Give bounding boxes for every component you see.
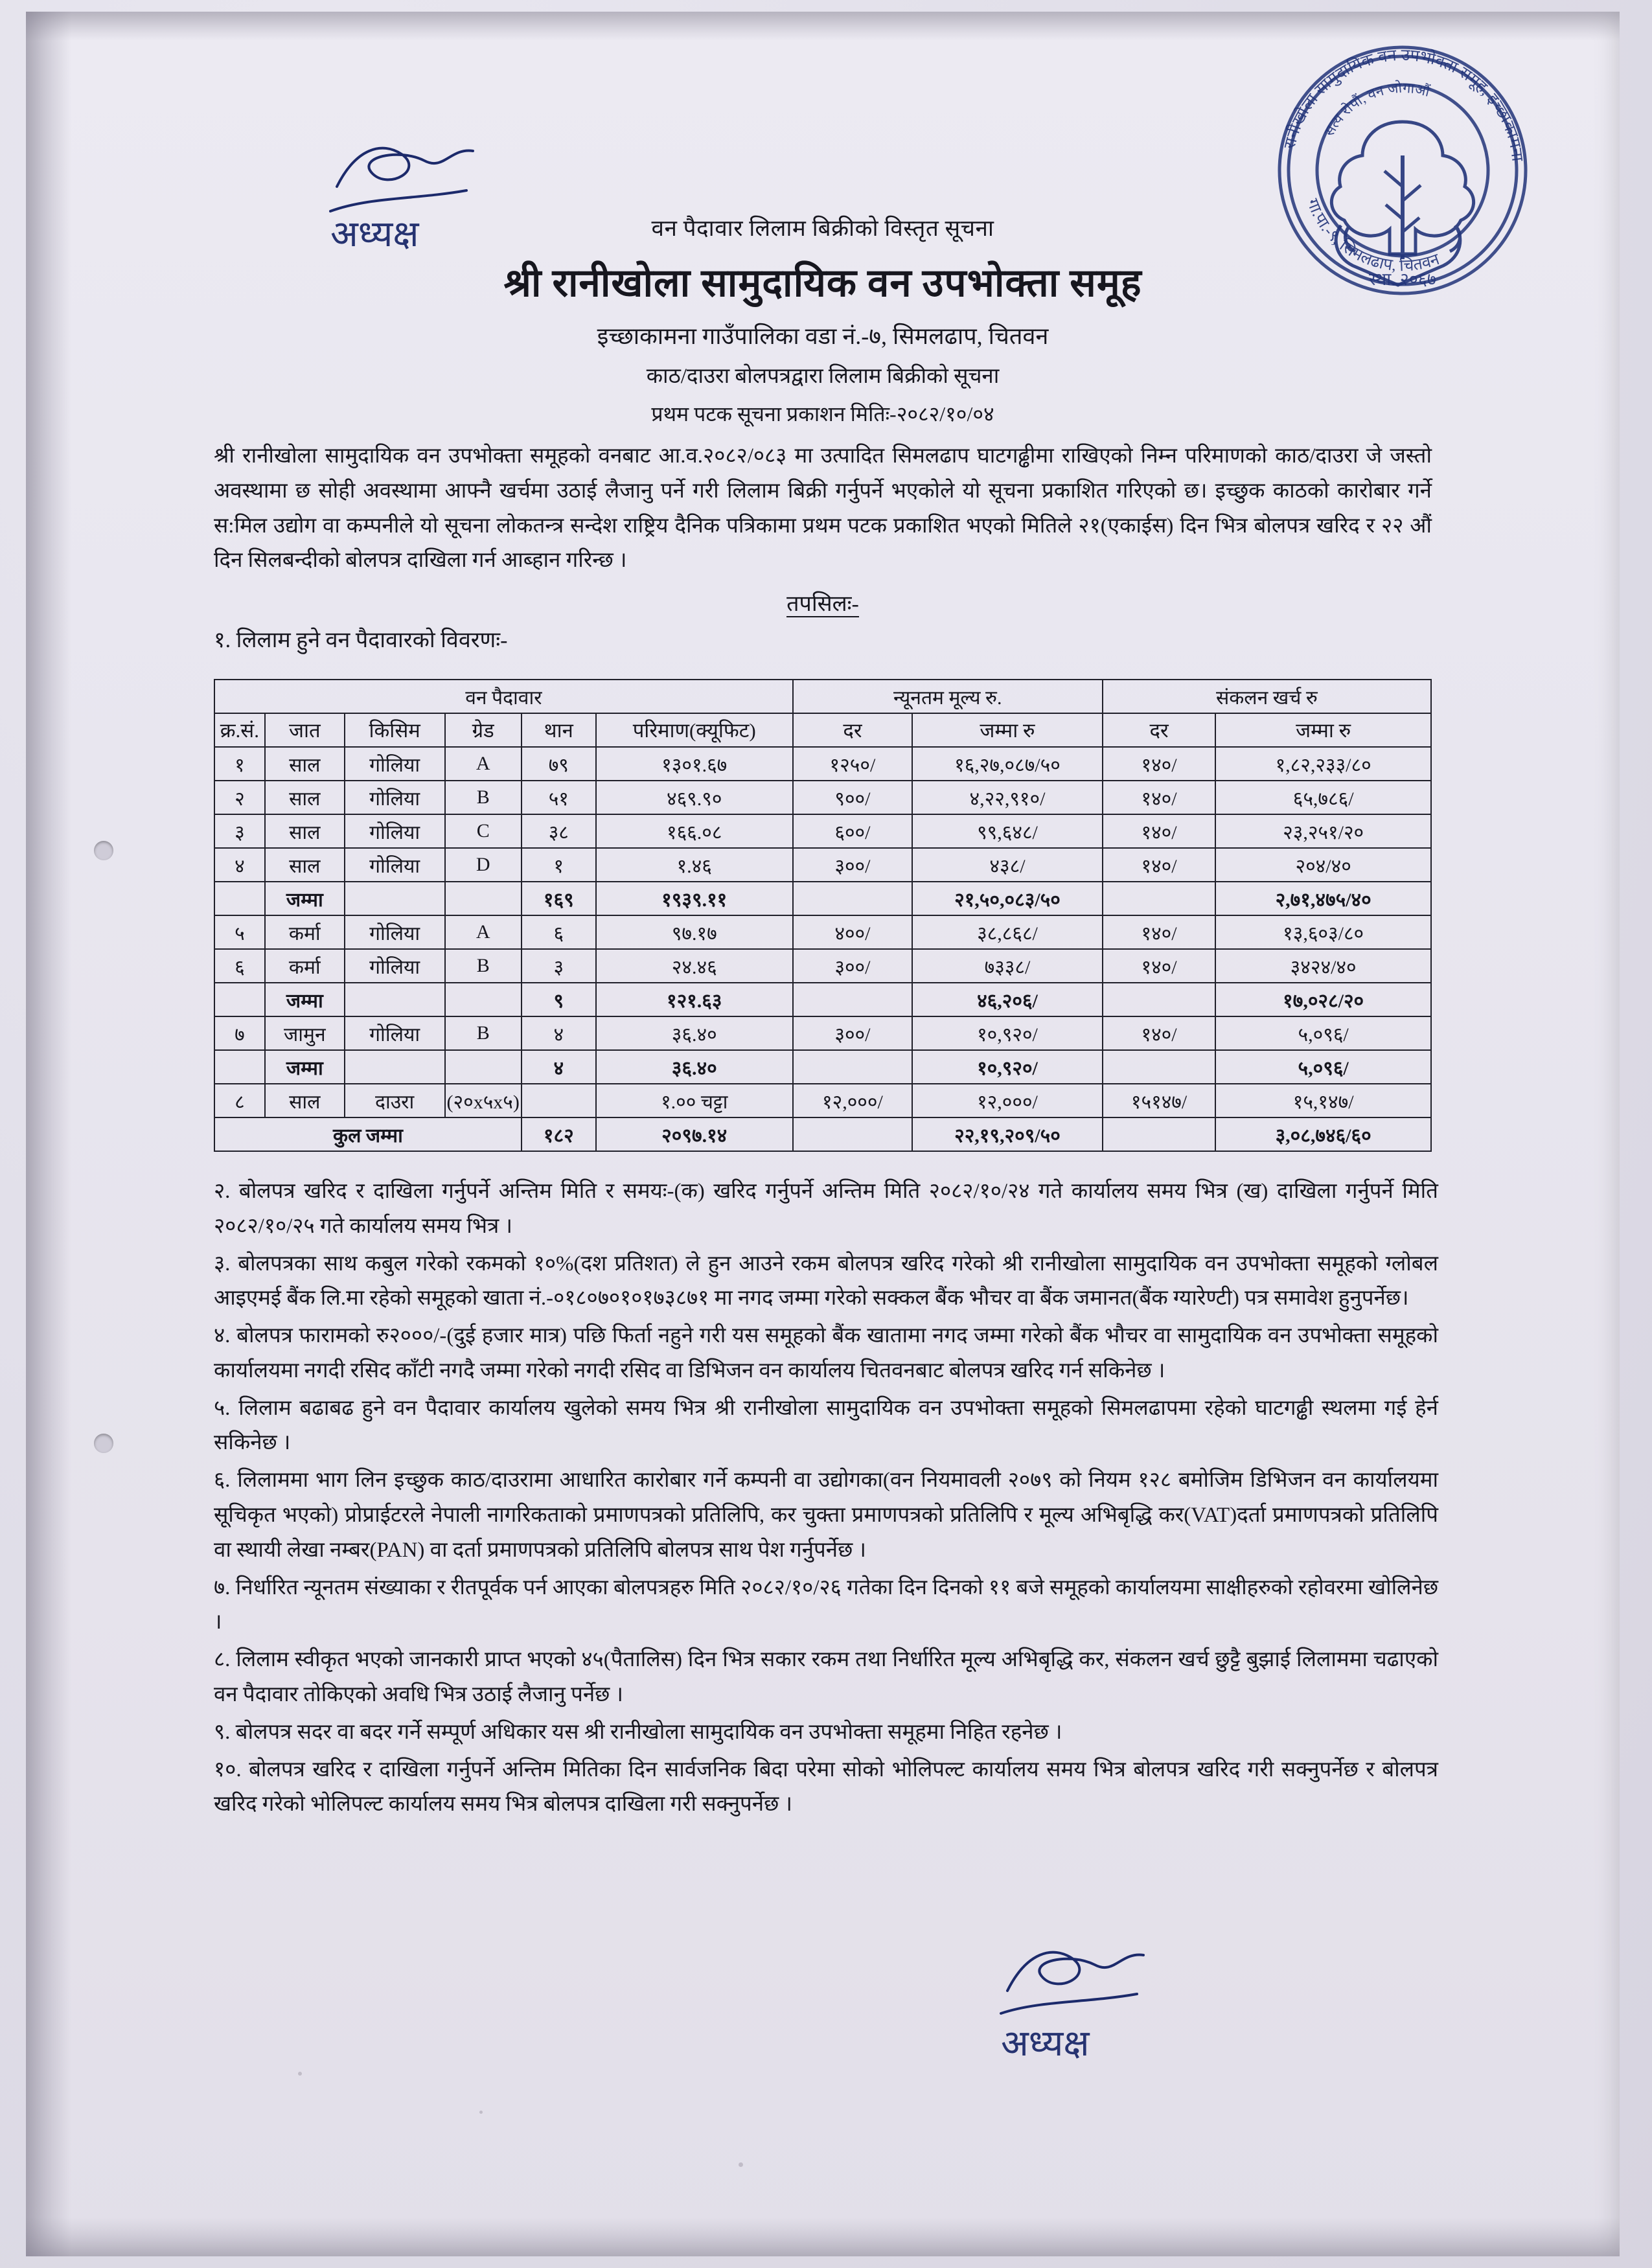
cell-total: १६,२७,०८७/५० [912, 747, 1103, 781]
cell-grade [445, 882, 522, 915]
cell-grand-total-quantity: २०९७.१४ [596, 1117, 793, 1151]
svg-text:गा.पा.-९, सिमलढाप, चितवन: गा.पा.-९, सिमलढाप, चितवन [1303, 196, 1442, 275]
cell-quantity: २४.४६ [596, 949, 793, 983]
cell-grand-total-collection: ३,०८,७४६/६० [1215, 1117, 1431, 1151]
cell-total-collection: ३४२४/४० [1215, 949, 1431, 983]
cell-rate: ३००/ [793, 848, 912, 882]
table-group-header-row [214, 680, 1431, 713]
table-subtotal-row [214, 882, 1431, 915]
cell-rate-collection: १४०/ [1103, 747, 1215, 781]
cell-total-collection: ५,०९६/ [1215, 1016, 1431, 1050]
cell-total: ४३८/ [912, 848, 1103, 882]
cell-species: जामुन [265, 1016, 345, 1050]
cell-quantity: १.४६ [596, 848, 793, 882]
auction-table-wrapper [214, 679, 1432, 1152]
table-column-header-row [214, 713, 1431, 747]
table-row [214, 1084, 1431, 1117]
cell-type: गोलिया [345, 949, 445, 983]
paper-speck [479, 2111, 483, 2114]
cell-grade: D [445, 848, 522, 882]
cell-species: साल [265, 814, 345, 848]
cell-rate-collection: १४०/ [1103, 1016, 1215, 1050]
cell-rate: १२५०/ [793, 747, 912, 781]
document-content [26, 12, 1620, 2256]
cell-grade: B [445, 949, 522, 983]
col-sn: क्र.सं. [214, 713, 265, 747]
cell-pieces: ६ [522, 915, 596, 949]
cell-sn [214, 882, 265, 915]
auction-table [214, 679, 1432, 1152]
col-total: जम्मा रु [912, 713, 1103, 747]
cell-type: गोलिया [345, 781, 445, 814]
cell-subtotal-label: जम्मा [265, 983, 345, 1016]
table-row [214, 814, 1431, 848]
clause-8: ८. लिलाम स्वीकृत भएको जानकारी प्राप्त भएको ४५(पैतालिस) दिन भित्र सकार रकम तथा निर्धारित मूल्य अभिबृद्धि कर, संकलन खर्च छुट्टै बुझाई लिलाममा चढाएको वन पैदावार तोकिएको अवधि भित्र उठाई लैजानु पर्नेछ । [214, 1648, 1438, 1706]
cell-type: गोलिया [345, 814, 445, 848]
cell-pieces: १६९ [522, 882, 596, 915]
clause-7: ७. निर्धारित न्यूनतम संख्याका र रीतपूर्वक पर्न आएका बोलपत्रहरु मिति २०८२/१०/२६ गतेका दिन दिनको ११ बजे समूहको कार्यालयमा साक्षीहरुको रहोवरमा खोलिनेछ । [214, 1575, 1438, 1634]
col-species: जात [265, 713, 345, 747]
clause-9: ९. बोलपत्र सदर वा बदर गर्ने सम्पूर्ण अधिकार यस श्री रानीखोला सामुदायिक वन उपभोक्ता समूहमा निहित रहनेछ । [214, 1720, 1062, 1744]
cell-sn: ४ [214, 848, 265, 882]
clauses-block [214, 1174, 1438, 1825]
cell-rate-collection: १४०/ [1103, 915, 1215, 949]
clause-5: ५. लिलाम बढाबढ हुने वन पैदावार कार्यालय खुलेको समय भित्र श्री रानीखोला सामुदायिक वन उपभोक्ता समूहको सिमलढापमा रहेको घाटगढ्ढी स्थलमा गई हेर्न सकिनेछ । [214, 1396, 1438, 1455]
table-subtotal-row [214, 983, 1431, 1016]
cell-total-collection: २३,२५१/२० [1215, 814, 1431, 848]
table-row [214, 949, 1431, 983]
page-title: श्री रानीखोला सामुदायिक वन उपभोक्ता समूह [503, 262, 1142, 304]
table-row [214, 747, 1431, 781]
cell-grade [445, 983, 522, 1016]
paper-sheet [26, 12, 1620, 2256]
cell-total: १०,९२०/ [912, 1050, 1103, 1084]
svg-text:अध्यक्ष: अध्यक्ष [1001, 2024, 1090, 2064]
group-header-collection-cost: संकलन खर्च रु [1103, 680, 1431, 713]
cell-total-collection: ६५,७८६/ [1215, 781, 1431, 814]
cell-subtotal-label: जम्मा [265, 882, 345, 915]
cell-quantity: १२१.६३ [596, 983, 793, 1016]
header-publish-date: प्रथम पटक सूचना प्रकाशन मितिः-२०८२/१०/०४ [651, 402, 994, 426]
table-row [214, 915, 1431, 949]
col-total-collection: जम्मा रु [1215, 713, 1431, 747]
cell-grade: A [445, 915, 522, 949]
cell-quantity: १६६.०८ [596, 814, 793, 848]
cell-type: गोलिया [345, 747, 445, 781]
cell-sn: ८ [214, 1084, 265, 1117]
cell-quantity: ३६.४० [596, 1016, 793, 1050]
cell-pieces: ४ [522, 1050, 596, 1084]
header-address: इच्छाकामना गाउँपालिका वडा नं.-७, सिमलढाप, चितवन [597, 323, 1049, 349]
cell-type: गोलिया [345, 915, 445, 949]
cell-total-collection: १७,०२८/२० [1215, 983, 1431, 1016]
cell-total: १२,०००/ [912, 1084, 1103, 1117]
cell-rate [793, 983, 912, 1016]
cell-total-collection: २,७१,४७५/४० [1215, 882, 1431, 915]
cell-total: २१,५०,०८३/५० [912, 882, 1103, 915]
cell-rate: ६००/ [793, 814, 912, 848]
cell-species: साल [265, 781, 345, 814]
cell-grade: (२०x५x५) [445, 1084, 522, 1117]
cell-rate-collection: १४०/ [1103, 949, 1215, 983]
cell-grade: A [445, 747, 522, 781]
cell-grade [445, 1050, 522, 1084]
cell-type: गोलिया [345, 1016, 445, 1050]
cell-total: ९९,६४८/ [912, 814, 1103, 848]
cell-rate-collection [1103, 882, 1215, 915]
cell-quantity: १९३९.११ [596, 882, 793, 915]
clause-6: ६. लिलाममा भाग लिन इच्छुक काठ/दाउरामा आधारित कारोबार गर्ने कम्पनी वा उद्योगका(वन नियमावली २०७९ को नियम १२८ बमोजिम डिभिजन वन कार्यालयमा सूचिकृत भएको) प्रोप्राईटरले नेपाली नागरिकताको प्रमाणपत्रको प्रतिलिपि, कर चुक्ता प्रमाणपत्रको प्रतिलिपि र मूल्य अभिबृद्धि कर(VAT)दर्ता प्रमाणपत्रको प्रतिलिपि वा स्थायी लेखा नम्बर(PAN) वा दर्ता प्रमाणपत्रको प्रतिलिपि बोलपत्र साथ पेश गर्नुपर्नेछ । [214, 1469, 1438, 1562]
cell-quantity: ३६.४० [596, 1050, 793, 1084]
cell-sn [214, 983, 265, 1016]
cell-sn: ३ [214, 814, 265, 848]
cell-type [345, 1050, 445, 1084]
cell-sn [214, 1050, 265, 1084]
cell-pieces: ४ [522, 1016, 596, 1050]
cell-blank-rate-collection [1103, 1117, 1215, 1151]
cell-sn: ६ [214, 949, 265, 983]
paper-speck [298, 2072, 302, 2076]
cell-total-collection: २०४/४० [1215, 848, 1431, 882]
cell-total-collection: १३,६०३/८० [1215, 915, 1431, 949]
cell-total: ३८,८६८/ [912, 915, 1103, 949]
clause-2: २. बोलपत्र खरिद र दाखिला गर्नुपर्ने अन्तिम मिति र समयः-(क) खरिद गर्नुपर्ने अन्तिम मिति २०८२/१०/२४ गते कार्यालय समय भित्र (ख) दाखिला गर्नुपर्ने मिति २०८२/१०/२५ गते कार्यालय समय भित्र । [214, 1180, 1438, 1238]
cell-quantity: ४६९.९० [596, 781, 793, 814]
cell-type [345, 983, 445, 1016]
col-quantity: परिमाण(क्यूफिट) [596, 713, 793, 747]
table-grand-total-row [214, 1117, 1431, 1151]
cell-rate [793, 1050, 912, 1084]
cell-sn: ५ [214, 915, 265, 949]
official-seal-stamp [1263, 31, 1542, 310]
cell-species: कर्मा [265, 915, 345, 949]
intro-block [214, 439, 1432, 654]
cell-pieces: ३ [522, 949, 596, 983]
cell-type [345, 882, 445, 915]
cell-rate: १२,०००/ [793, 1084, 912, 1117]
cell-pieces: ३८ [522, 814, 596, 848]
clause-4: ४. बोलपत्र फारामको रु२०००/-(दुई हजार मात्र) पछि फिर्ता नहुने गरी यस समूहको बैंक खातामा नगद जम्मा गरेको बैंक भौचर वा सामुदायिक वन उपभोक्ता समूहको कार्यालयमा नगदी रसिद काँटी नगदै जम्मा गरेको नगदी रसिद वा डिभिजन वन कार्यालय चितवनबाट बोलपत्र खरिद गर्न सकिनेछ । [214, 1324, 1438, 1382]
table-caption: १. लिलाम हुने वन पैदावारको विवरणः- [214, 628, 508, 653]
col-pieces: थान [522, 713, 596, 747]
col-rate-collection: दर [1103, 713, 1215, 747]
cell-grand-total-amount: २२,१९,२०९/५० [912, 1117, 1103, 1151]
cell-blank-rate [793, 1117, 912, 1151]
cell-total: ४,२२,९१०/ [912, 781, 1103, 814]
header-notice-type: काठ/दाउरा बोलपत्रद्वारा लिलाम बिक्रीको सूचना [646, 365, 1000, 388]
cell-grade: C [445, 814, 522, 848]
cell-grand-total-pieces: १८२ [522, 1117, 596, 1151]
paper-speck [739, 2162, 743, 2167]
cell-pieces: १ [522, 848, 596, 882]
col-grade: ग्रेड [445, 713, 522, 747]
cell-rate: ३००/ [793, 1016, 912, 1050]
col-rate: दर [793, 713, 912, 747]
cell-sn: ७ [214, 1016, 265, 1050]
cell-total: ७३३८/ [912, 949, 1103, 983]
header-subtitle: वन पैदावार लिलाम बिक्रीको विस्तृत सूचना [651, 216, 994, 241]
cell-total-collection: ५,०९६/ [1215, 1050, 1431, 1084]
svg-text:अध्यक्ष: अध्यक्ष [330, 214, 419, 255]
intro-paragraph: श्री रानीखोला सामुदायिक वन उपभोक्ता समूहको वनबाट आ.व.२०८२/०८३ मा उत्पादित सिमलढाप घाटगढ्ढीमा राखिएको निम्न परिमाणको काठ/दाउरा जे जस्तो अवस्थामा छ सोही अवस्थामा आफ्नै खर्चमा उठाई लैजानु पर्ने गरी लिलाम बिक्री गर्नुपर्ने भएकोले यो सूचना प्रकाशित गरिएको छ। इच्छुक काठको कारोबार गर्ने स:मिल उद्योग वा कम्पनीले यो सूचना लोकतन्त्र सन्देश राष्ट्रिय दैनिक पत्रिकामा प्रथम पटक प्रकाशित भएको मितिले २१(एकाईस) दिन भित्र बोलपत्र खरिद र २२ औं दिन सिलबन्दीको बोलपत्र दाखिला गर्न आब्हान गरिन्छ । [214, 444, 1432, 573]
cell-grand-total-label: कुल जम्मा [214, 1117, 522, 1151]
cell-rate-collection: १४०/ [1103, 781, 1215, 814]
cell-quantity: ९७.१७ [596, 915, 793, 949]
tapasil-label [214, 588, 1432, 617]
cell-rate [793, 882, 912, 915]
cell-pieces: ९ [522, 983, 596, 1016]
cell-rate-collection [1103, 983, 1215, 1016]
cell-quantity: १.०० चट्टा [596, 1084, 793, 1117]
cell-rate: ४००/ [793, 915, 912, 949]
cell-type: दाउरा [345, 1084, 445, 1117]
cell-pieces [522, 1084, 596, 1117]
table-row [214, 781, 1431, 814]
cell-species: साल [265, 848, 345, 882]
cell-total-collection: १५,१४७/ [1215, 1084, 1431, 1117]
cell-quantity: १३०१.६७ [596, 747, 793, 781]
signature-top [311, 135, 525, 258]
table-row [214, 848, 1431, 882]
cell-rate-collection [1103, 1050, 1215, 1084]
tapasil-text: तपसिलः- [786, 592, 859, 617]
group-header-min-price: न्यूनतम मूल्य रु. [793, 680, 1103, 713]
cell-pieces: ७९ [522, 747, 596, 781]
cell-sn: १ [214, 747, 265, 781]
svg-text:स्था. २०६७: स्था. २०६७ [1369, 269, 1436, 289]
cell-total: १०,९२०/ [912, 1016, 1103, 1050]
cell-rate-collection: १४०/ [1103, 848, 1215, 882]
svg-text:रानीखोला सामुदायिक वन उपभोक्ता: रानीखोला सामुदायिक वन उपभोक्ता समूह, इच्छाकामना [1281, 46, 1526, 163]
svg-text:सत्य रोपौं, वन जोगाऔं: सत्य रोपौं, वन जोगाऔं [1320, 79, 1432, 139]
cell-subtotal-label: जम्मा [265, 1050, 345, 1084]
clause-3: ३. बोलपत्रका साथ कबुल गरेको रकमको १०%(दश प्रतिशत) ले हुन आउने रकम बोलपत्र खरिद गरेको श्री रानीखोला सामुदायिक वन उपभोक्ता समूहको ग्लोबल आइएमई बैंक लि.मा रहेको समूहको खाता नं.-०१८०७०१०१७३८७१ मा नगद जम्मा गरेको सक्कल बैंक भौचर वा बैंक जमानत(बैंक ग्यारेण्टी) पत्र समावेश हुनुपर्नेछ। [214, 1252, 1438, 1311]
cell-rate-collection: १४०/ [1103, 814, 1215, 848]
cell-species: साल [265, 1084, 345, 1117]
cell-rate: ३००/ [793, 949, 912, 983]
table-subtotal-row [214, 1050, 1431, 1084]
cell-pieces: ५१ [522, 781, 596, 814]
table-row [214, 1016, 1431, 1050]
cell-type: गोलिया [345, 848, 445, 882]
signature-bottom [978, 1936, 1192, 2072]
cell-species: कर्मा [265, 949, 345, 983]
col-type: किसिम [345, 713, 445, 747]
cell-rate: ९००/ [793, 781, 912, 814]
cell-rate-collection: १५१४७/ [1103, 1084, 1215, 1117]
cell-grade: B [445, 781, 522, 814]
clause-10: १०. बोलपत्र खरिद र दाखिला गर्नुपर्ने अन्तिम मितिका दिन सार्वजनिक बिदा परेमा सोको भोलिपल्ट कार्यालय समय भित्र बोलपत्र खरिद गरी सक्नुपर्नेछ र बोलपत्र खरिद गरेको भोलिपल्ट कार्यालय समय भित्र बोलपत्र दाखिला गरी सक्नुपर्नेछ । [214, 1758, 1438, 1816]
group-header-wood: वन पैदावार [214, 680, 793, 713]
cell-species: साल [265, 747, 345, 781]
cell-grade: B [445, 1016, 522, 1050]
cell-total: ४६,२०६/ [912, 983, 1103, 1016]
cell-total-collection: १,८२,२३३/८० [1215, 747, 1431, 781]
cell-sn: २ [214, 781, 265, 814]
